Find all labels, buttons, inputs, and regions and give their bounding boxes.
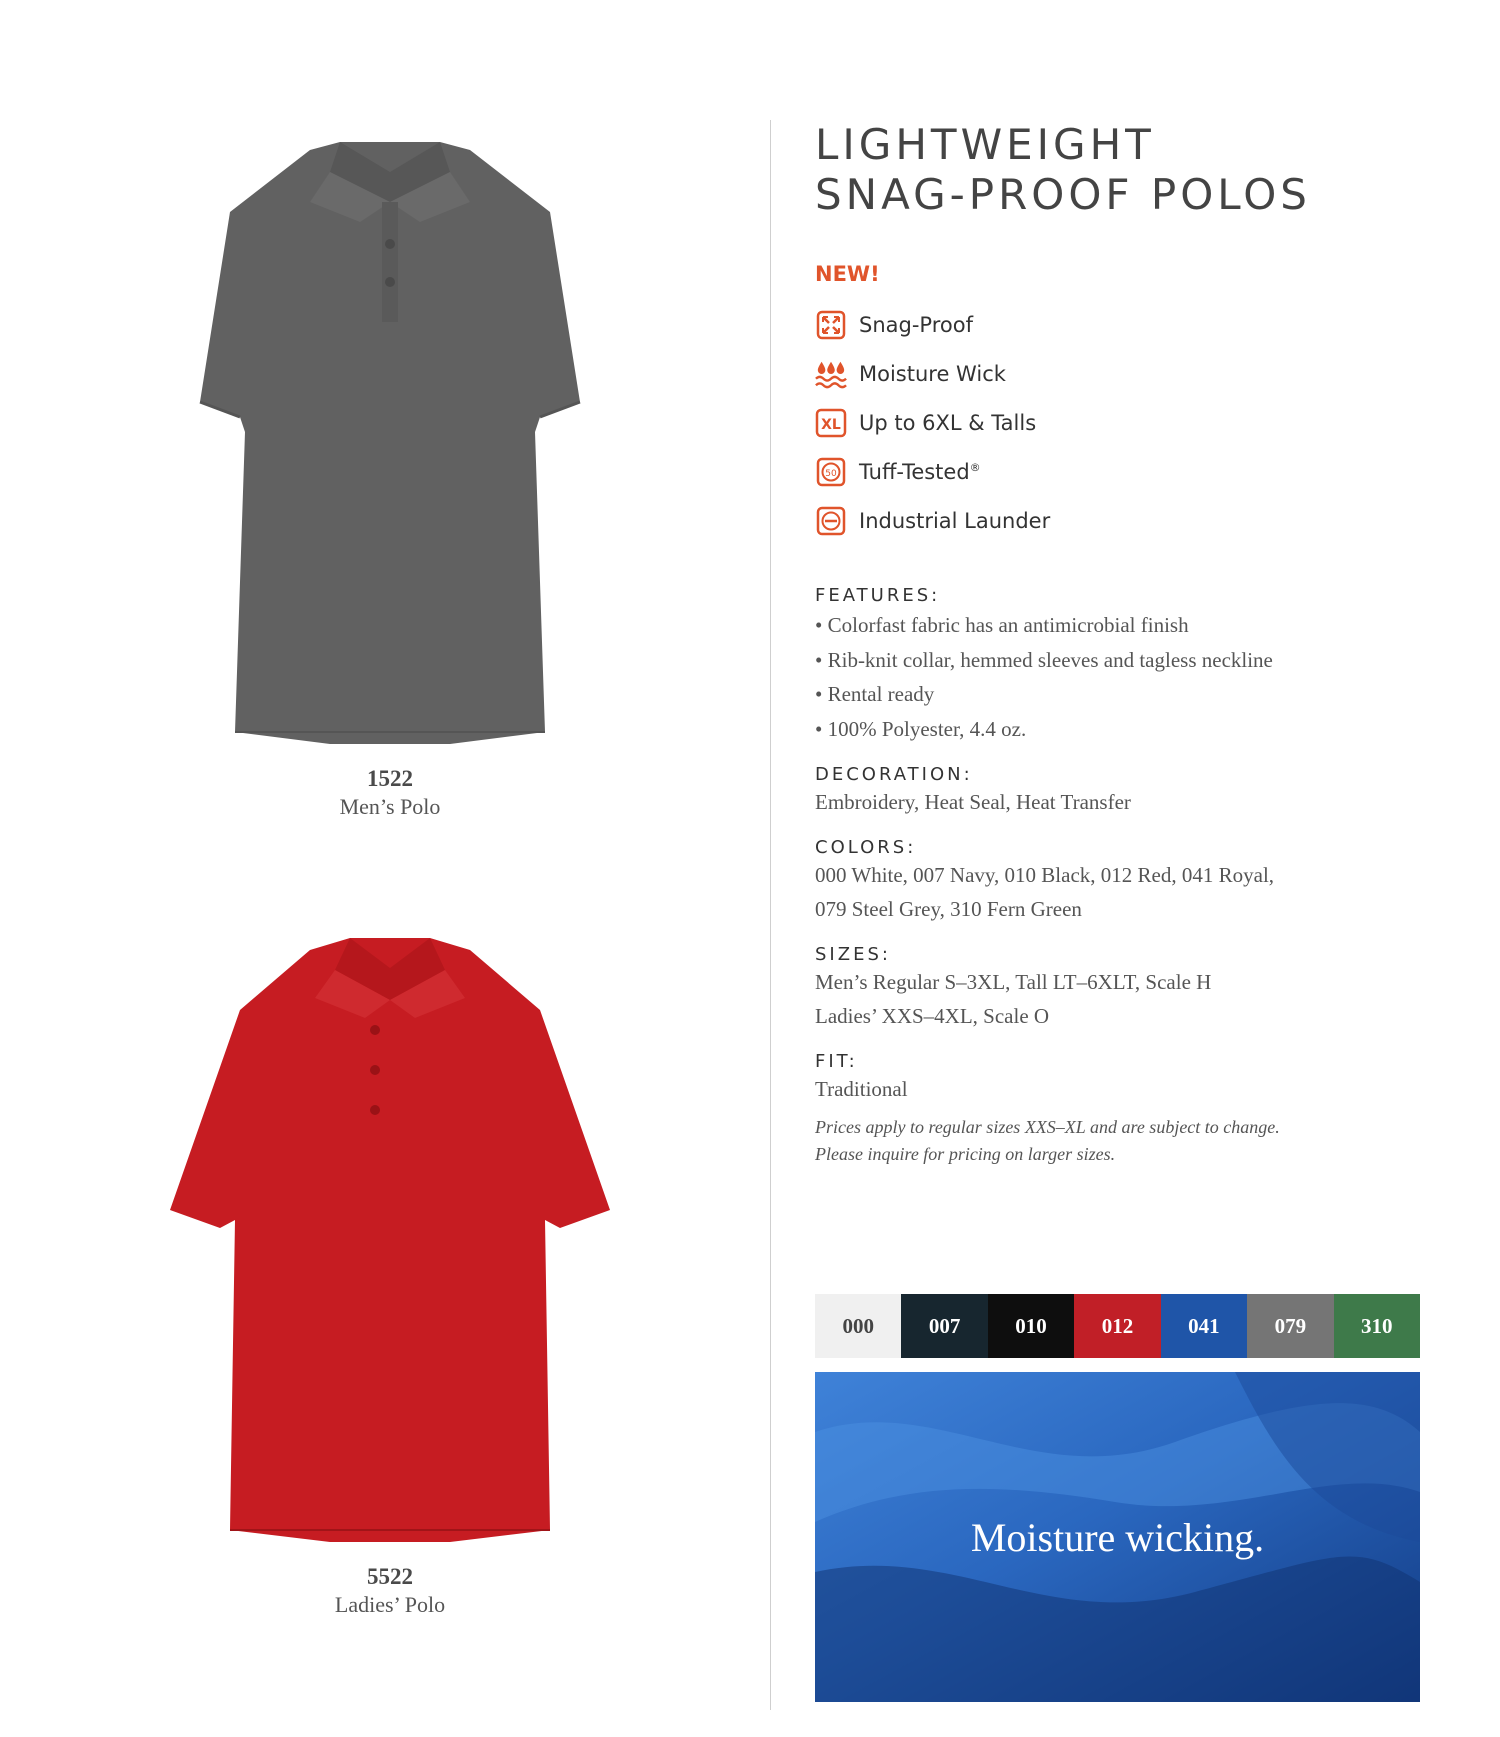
sizes-heading: SIZES: xyxy=(815,944,891,965)
product-code: 1522 xyxy=(367,766,413,791)
badge-item xyxy=(815,300,1425,349)
feature-item: • Colorfast fabric has an antimicrobial finish xyxy=(815,613,1189,637)
fabric-caption: Moisture wicking. xyxy=(970,1514,1265,1560)
mens-polo-image xyxy=(150,132,630,752)
ladies-polo-image xyxy=(150,930,630,1550)
feature-item: • 100% Polyester, 4.4 oz. xyxy=(815,716,1027,741)
fit-text: Traditional xyxy=(815,1077,908,1101)
badge-label: Snag-Proof xyxy=(859,312,973,337)
product-name: Men’s Polo xyxy=(339,794,441,819)
fabric-photo xyxy=(815,1372,1420,1702)
title-line: LIGHTWEIGHT xyxy=(815,120,1155,169)
badge-item xyxy=(815,496,1425,545)
badge-item xyxy=(815,447,1425,496)
swatch-012: 012 xyxy=(1074,1294,1160,1358)
moisture-wick-icon xyxy=(815,358,847,390)
feature-item: • Rib-knit collar, hemmed sleeves and tagless neckline xyxy=(815,647,1273,672)
column-divider xyxy=(770,120,771,1710)
swatch-041: 041 xyxy=(1161,1294,1247,1358)
decoration-text: Embroidery, Heat Seal, Heat Transfer xyxy=(815,790,1131,814)
badge-list xyxy=(815,300,1425,545)
color-swatches xyxy=(815,1294,1420,1358)
swatch-079: 079 xyxy=(1247,1294,1333,1358)
badge-item xyxy=(815,349,1425,398)
sizes-line: Men’s Regular S–3XL, Tall LT–6XLT, Scale H xyxy=(815,970,1212,994)
page-title xyxy=(815,120,1425,220)
swatch-000: 000 xyxy=(815,1294,901,1358)
badge-label: Industrial Launder xyxy=(859,508,1051,533)
product-ladies-polo xyxy=(150,930,630,1618)
swatch-310: 310 xyxy=(1334,1294,1420,1358)
product-details xyxy=(815,120,1425,1168)
swatch-007: 007 xyxy=(901,1294,987,1358)
colors-line: 000 White, 007 Navy, 010 Black, 012 Red, 041 Royal, xyxy=(815,863,1275,887)
registered-mark: ® xyxy=(969,460,981,474)
badge-label: Moisture Wick xyxy=(859,361,1006,386)
product-mens-polo xyxy=(150,132,630,820)
snag-proof-icon xyxy=(815,309,847,341)
product-code: 5522 xyxy=(367,1564,413,1589)
svg-text:XL: XL xyxy=(821,416,841,433)
product-name: Ladies’ Polo xyxy=(334,1592,446,1617)
fit-heading: FIT: xyxy=(815,1051,858,1072)
xl-size-icon xyxy=(815,407,847,439)
sizes-line: Ladies’ XXS–4XL, Scale O xyxy=(815,1004,1050,1028)
decoration-heading: DECORATION: xyxy=(815,764,973,785)
badge-label: Tuff-Tested® xyxy=(859,459,981,484)
features-list xyxy=(815,608,1425,746)
industrial-launder-icon xyxy=(815,505,847,537)
tuff-tested-icon xyxy=(815,456,847,488)
pricing-note xyxy=(815,1114,1425,1168)
swatch-010: 010 xyxy=(988,1294,1074,1358)
note-line: Prices apply to regular sizes XXS–XL and are subject to change. xyxy=(815,1117,1280,1137)
title-line: SNAG-PROOF POLOS xyxy=(815,170,1311,219)
colors-line: 079 Steel Grey, 310 Fern Green xyxy=(815,897,1082,921)
svg-text:50: 50 xyxy=(825,468,837,479)
new-label: NEW! xyxy=(815,262,880,286)
badge-item xyxy=(815,398,1425,447)
badge-label: Up to 6XL & Talls xyxy=(859,410,1037,435)
note-line: Please inquire for pricing on larger sizes. xyxy=(815,1144,1116,1164)
features-heading: FEATURES: xyxy=(815,585,941,606)
colors-heading: COLORS: xyxy=(815,837,917,858)
feature-item: • Rental ready xyxy=(815,682,935,706)
